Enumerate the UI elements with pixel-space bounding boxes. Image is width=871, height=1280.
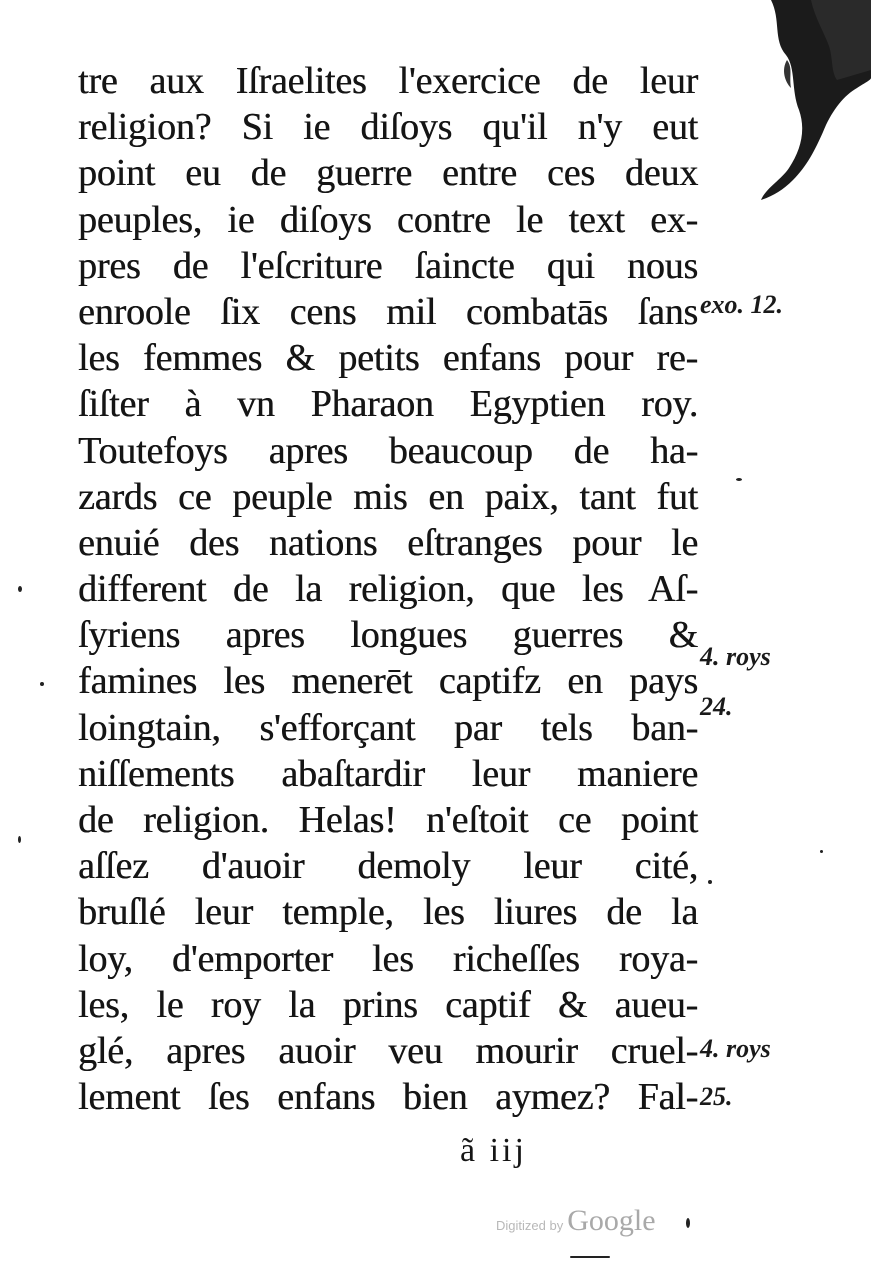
digitization-watermark	[496, 1204, 656, 1238]
text-line: peuples, ie diſoys contre le text ex-	[78, 198, 698, 241]
margin-note-24: 24.	[700, 692, 733, 721]
margin-note-exo: exo. 12.	[700, 290, 784, 319]
text-line: loy, d'emporter les richeſſes roya-	[78, 937, 698, 980]
text-line: aſſez d'auoir demoly leur cité,	[78, 845, 698, 888]
text-line: de religion. Helas! n'eſtoit ce point	[78, 799, 698, 841]
watermark-prefix: Digitized by	[496, 1218, 564, 1233]
text-line: les, le roy la prins captif & aueu-	[78, 983, 698, 1026]
text-line: religion? Si ie diſoys qu'il n'y eut	[78, 106, 698, 149]
scan-speck	[18, 836, 21, 843]
scan-speck	[18, 586, 22, 592]
text-line: Toutefoys apres beaucoup de ha-	[78, 429, 698, 472]
text-line: glé, apres auoir veu mourir cruel-	[78, 1029, 698, 1072]
text-line: different de la religion, que les Aſ-	[78, 568, 698, 611]
scan-speck	[686, 1218, 690, 1228]
text-line: bruſlé leur temple, les liures de la	[78, 891, 698, 934]
scan-speck	[736, 478, 742, 481]
text-line: ſyriens apres longues guerres &	[78, 614, 698, 657]
ink-blot	[711, 0, 871, 210]
text-line: tre aux Iſraelites l'exercice de leur	[78, 60, 698, 102]
body-text	[78, 58, 698, 1120]
text-line: famines les menerēt captifz en pays	[78, 660, 698, 703]
margin-note-roys-2: 4. roys	[700, 1034, 771, 1063]
text-line: pres de l'eſcriture ſaincte qui nous	[78, 244, 698, 287]
scan-speck	[708, 880, 712, 884]
margin-note-25: 25.	[700, 1082, 733, 1111]
text-line: lement ſes enfans bien aymez? Fal-	[78, 1076, 698, 1119]
text-line: enuié des nations eſtranges pour le	[78, 521, 698, 564]
text-line: zards ce peuple mis en paix, tant fut	[78, 475, 698, 518]
margin-note-roys-1: 4. roys	[700, 642, 771, 671]
scan-speck	[40, 682, 44, 686]
signature-mark: ã iij	[460, 1132, 527, 1169]
text-line: enroole ſix cens mil combatās ſans	[78, 290, 698, 333]
scan-speck	[570, 1256, 610, 1258]
text-line: point eu de guerre entre ces deux	[78, 152, 698, 195]
text-line: les femmes & petits enfans pour re-	[78, 337, 698, 380]
scan-speck	[820, 850, 823, 853]
watermark-brand: Google	[567, 1204, 656, 1237]
text-line: loingtain, s'efforçant par tels ban-	[78, 706, 698, 749]
text-line: niſſements abaſtardir leur maniere	[78, 752, 698, 795]
text-line: ſiſter à vn Pharaon Egyptien roy.	[78, 383, 698, 426]
